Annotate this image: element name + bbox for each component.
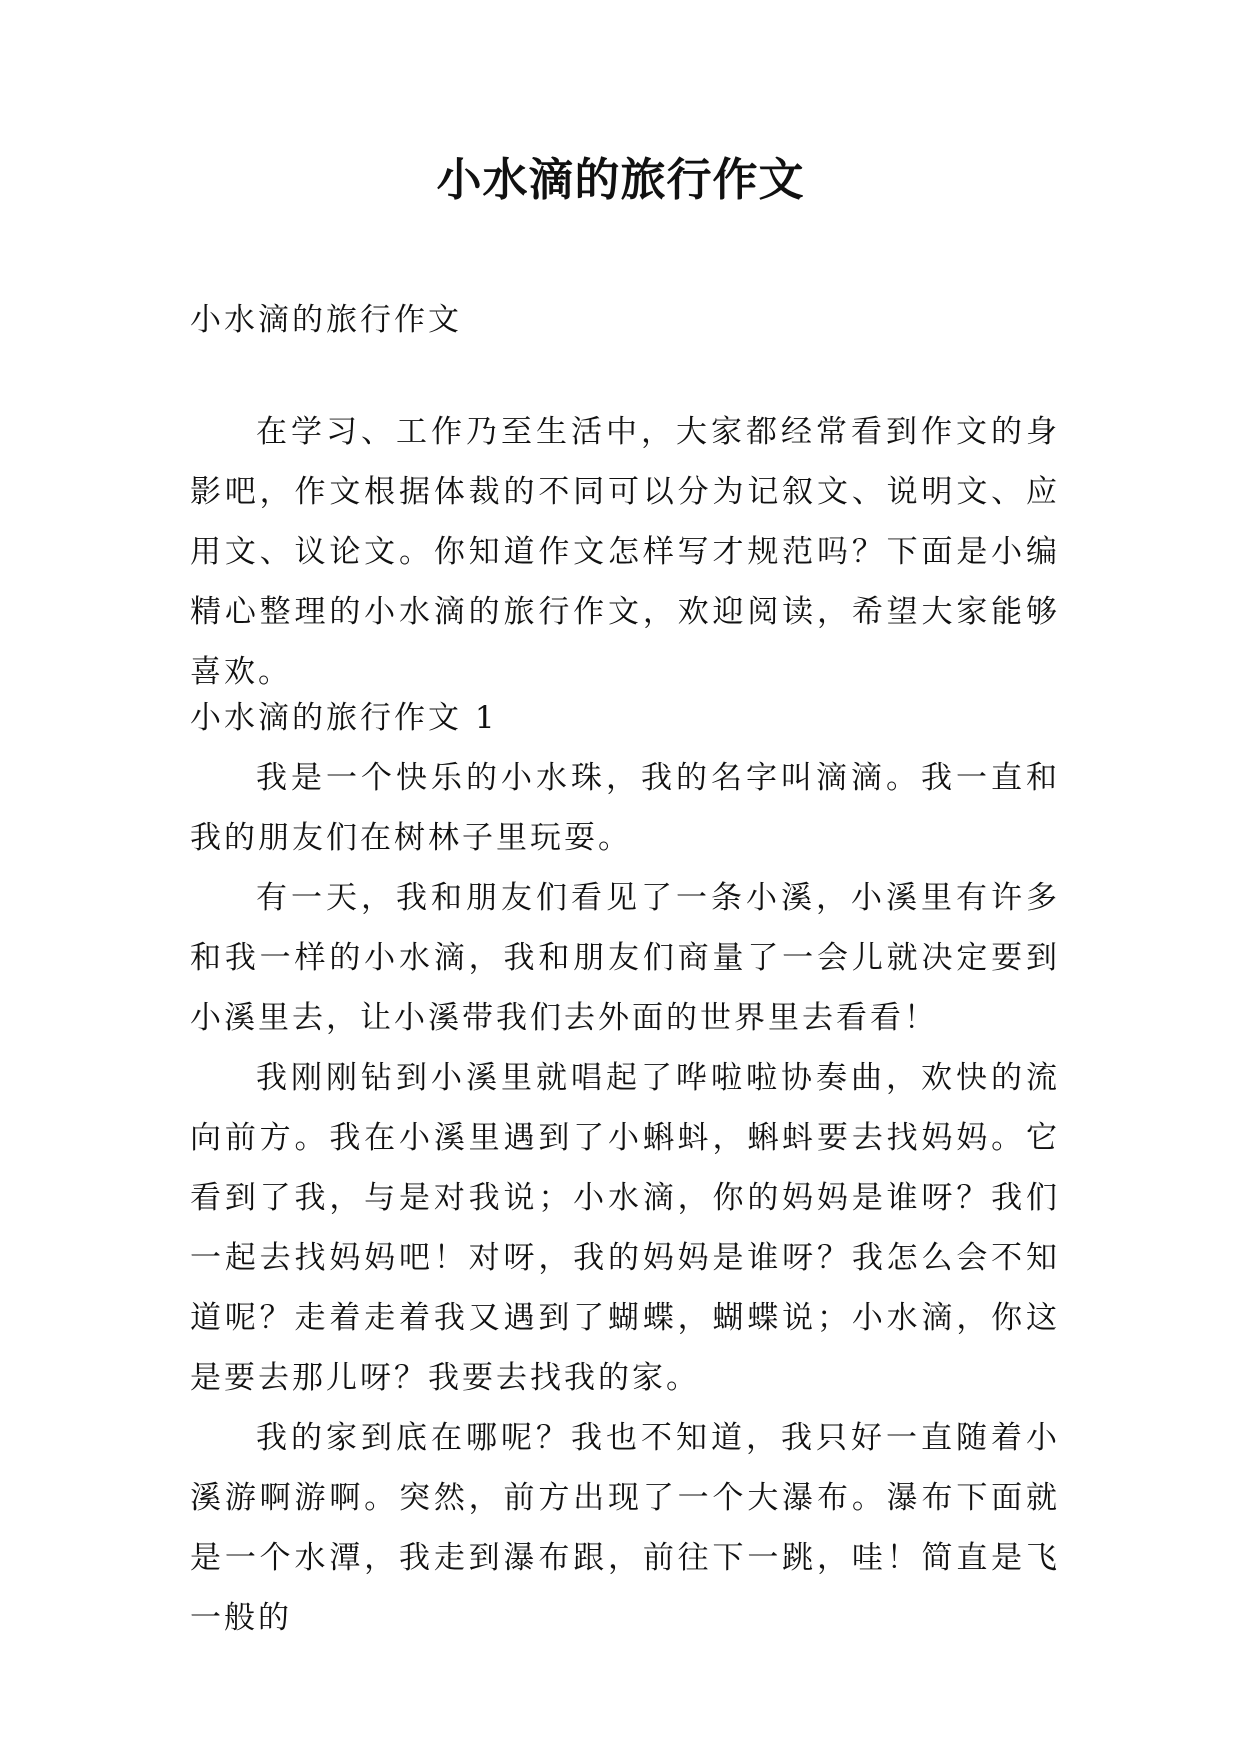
- essay-paragraph: 我的家到底在哪呢？我也不知道，我只好一直随着小溪游啊游啊。突然，前方出现了一个大瀑布。瀑布下面就是一个水潭，我走到瀑布跟，前往下一跳，哇！简直是飞一般的: [190, 1420, 1060, 1636]
- essay-paragraphs: [190, 748, 1060, 1648]
- document-subtitle: 小水滴的旅行作文: [190, 302, 462, 338]
- section-heading: 小水滴的旅行作文 1: [190, 700, 498, 736]
- essay-paragraph: 我是一个快乐的小水珠，我的名字叫滴滴。我一直和我的朋友们在树林子里玩耍。: [190, 760, 1060, 856]
- document-title: 小水滴的旅行作文: [436, 153, 805, 206]
- intro-paragraph: 在学习、工作乃至生活中，大家都经常看到作文的身影吧，作文根据体裁的不同可以分为记叙文、说明文、应用文、议论文。你知道作文怎样写才规范吗？下面是小编精心整理的小水滴的旅行作文，欢迎阅读，希望大家能够喜欢。: [190, 414, 1060, 690]
- essay-paragraph: 我刚刚钻到小溪里就唱起了哗啦啦协奏曲，欢快的流向前方。我在小溪里遇到了小蝌蚪，蝌蚪要去找妈妈。它看到了我，与是对我说；小水滴，你的妈妈是谁呀？我们一起去找妈妈吧！对呀，我的妈妈是谁呀？我怎么会不知道呢？走着走着我又遇到了蝴蝶，蝴蝶说；小水滴，你这是要去那儿呀？我要去找我的家。: [190, 1060, 1060, 1396]
- essay-paragraph: 有一天，我和朋友们看见了一条小溪，小溪里有许多和我一样的小水滴，我和朋友们商量了一会儿就决定要到小溪里去，让小溪带我们去外面的世界里去看看！: [190, 880, 1060, 1036]
